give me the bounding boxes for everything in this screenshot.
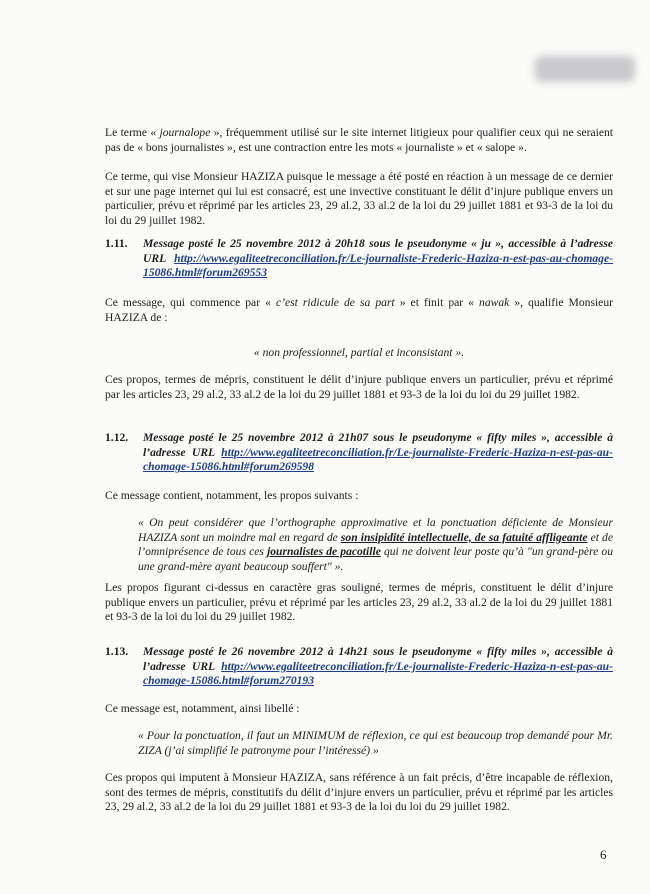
paragraph-incapable-reflexion: Ces propos qui imputent à Monsieur HAZIZA, sans référence à un fait précis, d’être incapable de réflexion, sont des termes de mépris, constitutifs du délit d’injure envers un particulier, prévu et réprimé par les articles 23, 29 al.2, 33 al.2 de la loi du 29 juillet 1881 et 93-3 de la loi du loi du 29 juillet 1982.	[105, 771, 613, 814]
paragraph-propos-mepris-1: Ces propos, termes de mépris, constituent le délit d’injure publique envers un particulier, prévu et réprimé par les articles 23, 29 al.2, 33 al.2 de la loi du 29 juillet 1881 et 93-3 de la loi du loi du 29 juillet 1982.	[105, 373, 613, 401]
section-number-1-11: 1.11.	[105, 237, 128, 250]
section-heading-1-13: Message posté le 26 novembre 2012 à 14h21 sous le pseudonyme « fifty miles », accessible à l’adresse URL http://www.egaliteetreconciliation.fr/Le-journaliste-Frederic-Haziza-n-est-pas-au-chomage-15086.html#forum270193	[143, 645, 613, 688]
quote-non-professionnel: « non professionnel, partial et inconsistant ».	[253, 346, 465, 359]
forum-link-269598[interactable]: http://www.egaliteetreconciliation.fr/Le-journaliste-Frederic-Haziza-n-est-pas-au-chomage-15086.html#forum269598	[143, 445, 613, 474]
section-number-1-12: 1.12.	[105, 431, 129, 444]
paragraph-contient-propos: Ce message contient, notamment, les propos suivants :	[105, 489, 359, 502]
paragraph-injure-haziza: Ce terme, qui vise Monsieur HAZIZA puisque le message a été posté en réaction à un message de ce dernier et sur une page internet qui lui est consacré, est une invective constituant le délit d’injure publique envers un particulier, prévu et réprimé par les articles 23, 29 al.2, 33 al.2 de la loi du 29 juillet 1881 et 93-3 de la loi du loi du 29 juillet 1982.	[105, 170, 613, 227]
paragraph-ainsi-libelle: Ce message est, notamment, ainsi libellé :	[105, 702, 300, 715]
paragraph-message-commence: Ce message, qui commence par « c’est ridicule de sa part » et finit par « nawak », qualifie Monsieur HAZIZA de :	[105, 296, 613, 324]
forum-link-269553[interactable]: http://www.egaliteetreconciliation.fr/Le-journaliste-Frederic-Haziza-n-est-pas-au-chomage-15086.html#forum269553	[143, 251, 613, 280]
forum-link-270193[interactable]: http://www.egaliteetreconciliation.fr/Le-journaliste-Frederic-Haziza-n-est-pas-au-chomage-15086.html#forum270193	[143, 659, 613, 688]
redacted-header-block	[535, 56, 635, 82]
quote-ponctuation-minimum: « Pour la ponctuation, il faut un MINIMUM de réflexion, ce qui est beaucoup trop demandé pour Mr. ZIZA (j’ai simplifié le patronyme pour l’intéressé) »	[138, 729, 613, 757]
section-number-1-13: 1.13.	[105, 645, 129, 658]
section-heading-1-11: Message posté le 25 novembre 2012 à 20h18 sous le pseudonyme « ju », accessible à l’adresse URL http://www.egaliteetreconciliation.fr/Le-journaliste-Frederic-Haziza-n-est-pas-au-chomage-15086.html#forum269553	[143, 237, 613, 280]
page-number: 6	[600, 847, 607, 862]
paragraph-journalope-definition: Le terme « journalope », fréquemment utilisé sur le site internet litigieux pour qualifier ceux qui ne seraient pas de « bons journalistes », est une contraction entre les mots « journaliste » et « salope ».	[105, 126, 613, 154]
quote-orthographe-approximative: « On peut considérer que l’orthographe approximative et la ponctuation déficiente de Monsieur HAZIZA sont un moindre mal en regard de son insipidité intellectuelle, de sa fatuité affligeante et de l’omniprésence de tous ces journalistes de pacotille qui ne doivent leur poste qu’à "un grand-père ou une grand-mère ayant beaucoup souffert" ».	[138, 516, 613, 573]
section-heading-1-12: Message posté le 25 novembre 2012 à 21h07 sous le pseudonyme « fifty miles », accessible à l’adresse URL http://www.egaliteetreconciliation.fr/Le-journaliste-Frederic-Haziza-n-est-pas-au-chomage-15086.html#forum269598	[143, 431, 613, 474]
paragraph-propos-gras-souligne: Les propos figurant ci-dessus en caractère gras souligné, termes de mépris, constituent le délit d’injure publique envers un particulier, prévu et réprimé par les articles 23, 29 al.2, 33 al.2 de la loi du 29 juillet 1881 et 93-3 de la loi du loi du 29 juillet 1982.	[105, 581, 613, 624]
